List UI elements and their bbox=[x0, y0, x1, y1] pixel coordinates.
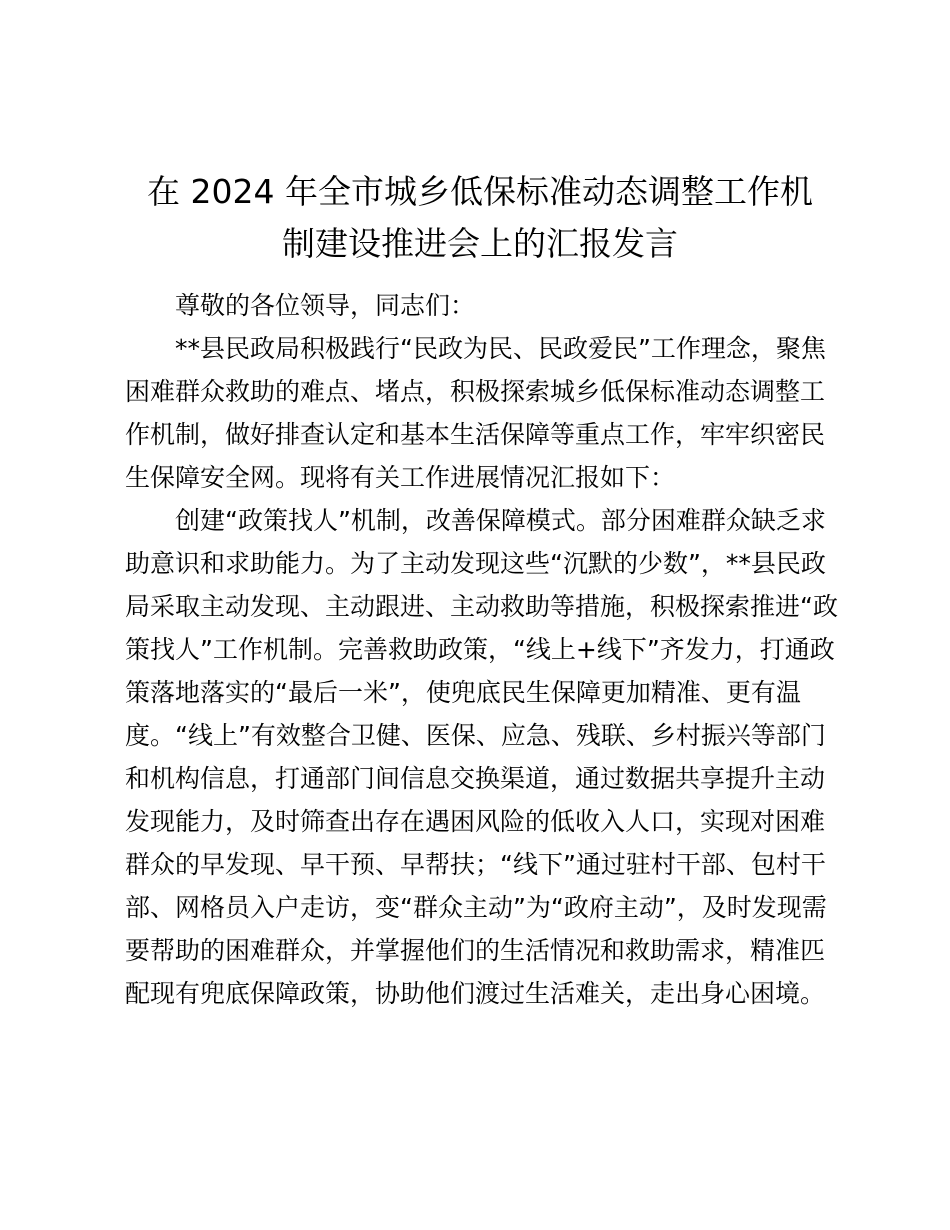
paragraph-2-line-10: 部、网格员入户走访，变“群众主动”为“政府主动”，及时发现需 bbox=[125, 893, 827, 922]
salutation: 尊敬的各位领导，同志们： bbox=[175, 291, 476, 320]
paragraph-2-line-12: 配现有兜底保障政策，协助他们渡过生活难关，走出身心困境。 bbox=[125, 979, 826, 1008]
paragraph-1-line-1: **县民政局积极践行“民政为民、民政爱民”工作理念，聚焦 bbox=[175, 334, 826, 363]
paragraph-2-line-1: 创建“政策找人”机制，改善保障模式。部分困难群众缺乏求 bbox=[175, 506, 826, 535]
document-title bbox=[110, 166, 850, 270]
paragraph-2-line-3: 局采取主动发现、主动跟进、主动救助等措施，积极探索推进“政 bbox=[125, 592, 838, 621]
paragraph-1-line-4: 生保障安全网。现将有关工作进展情况汇报如下： bbox=[125, 463, 676, 492]
paragraph-1-line-2: 困难群众救助的难点、堵点，积极探索城乡低保标准动态调整工 bbox=[125, 377, 826, 406]
paragraph-2-line-9: 群众的早发现、早干预、早帮扶；“线下”通过驻村干部、包村干 bbox=[125, 850, 826, 879]
paragraph-2-line-4: 策找人”工作机制。完善救助政策，“线上+线下”齐发力，打通政 bbox=[125, 635, 835, 664]
paragraph-2-line-7: 和机构信息，打通部门间信息交换渠道，通过数据共享提升主动 bbox=[125, 764, 826, 793]
title-line-1: 在 2024 年全市城乡低保标准动态调整工作机 bbox=[147, 172, 813, 211]
paragraph-2-line-2: 助意识和求助能力。为了主动发现这些“沉默的少数”，**县民政 bbox=[125, 549, 826, 578]
paragraph-2-line-5: 策落地落实的“最后一米”，使兜底民生保障更加精准、更有温 bbox=[125, 678, 801, 707]
paragraph-1-line-3: 作机制，做好排查认定和基本生活保障等重点工作，牢牢织密民 bbox=[125, 420, 826, 449]
paragraph-2-line-6: 度。“线上”有效整合卫健、医保、应急、残联、乡村振兴等部门 bbox=[125, 721, 826, 750]
paragraph-2-line-8: 发现能力，及时筛查出存在遇困风险的低收入人口，实现对困难 bbox=[125, 807, 826, 836]
title-line-2: 制建设推进会上的汇报发言 bbox=[282, 224, 678, 263]
paragraph-2-line-11: 要帮助的困难群众，并掌握他们的生活情况和救助需求，精准匹 bbox=[125, 936, 826, 965]
